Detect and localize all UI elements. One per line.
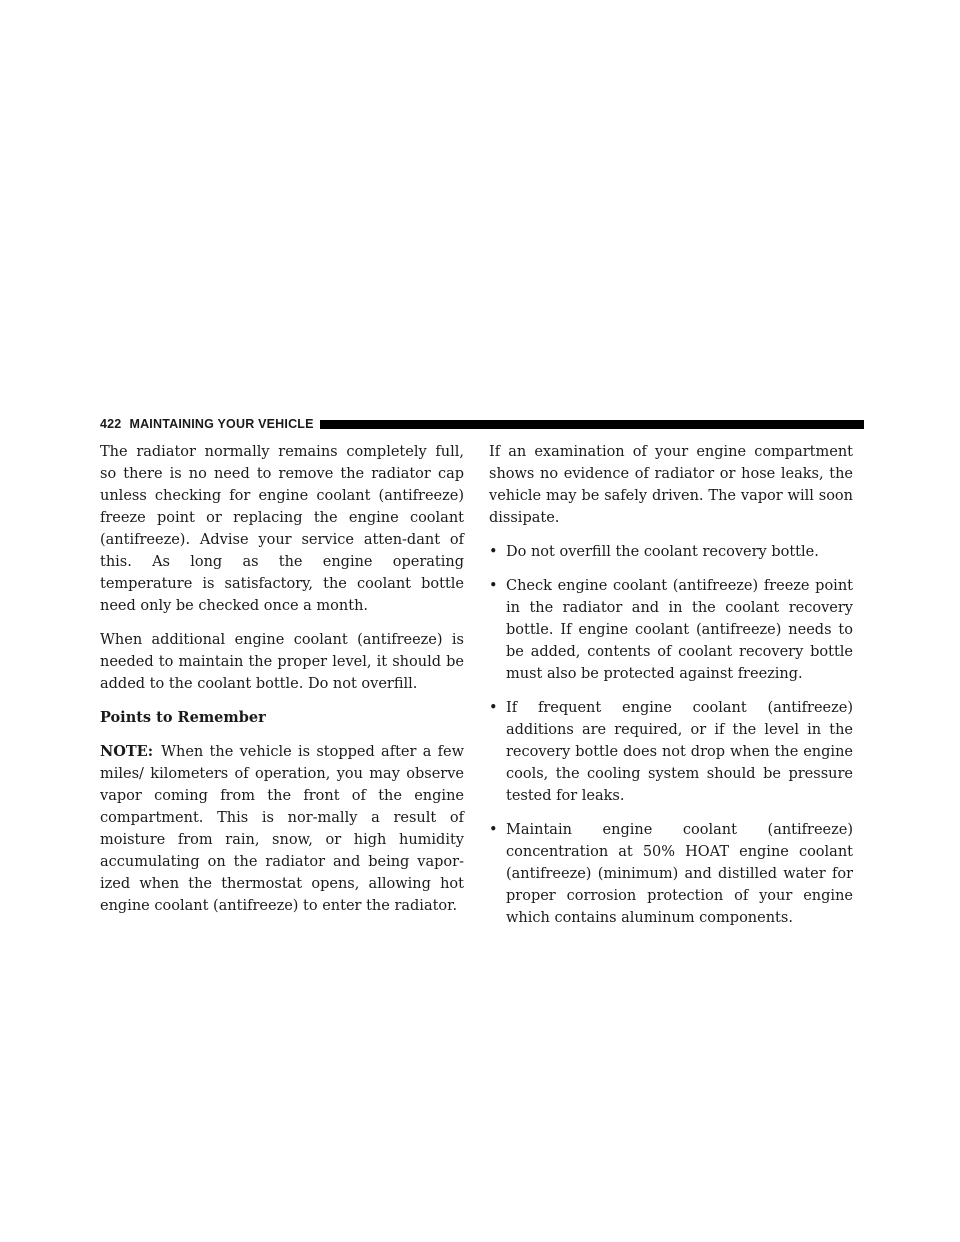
bullet-dot: • (489, 578, 498, 594)
radiator-paragraph: The radiator normally remains completely full, so there is no need to remove the radiator cap unless checking for engine coolant (antifreeze) freeze point or replacing the engine coolant (antifreeze). Advise your service atten-dant of this. As long as the engine operating temperature is satisfactory, the coolant bottle need only be checked once a month. (100, 444, 464, 614)
additional-coolant-paragraph: When additional engine coolant (antifreeze) is needed to maintain the proper level, it should be added to the coolant bottle. Do not overfill. (100, 632, 464, 692)
list-item (489, 541, 853, 563)
right-column (489, 441, 853, 941)
page-number: 422 (100, 417, 122, 431)
note-text: When the vehicle is stopped after a few miles/ kilometers of operation, you may observe vapor coming from the front of the engine compartment. This is nor-mally a result of moisture from rain, snow, or high humidity accumulating on the radiator and being vapor-ized when the thermostat opens, allowing hot engine coolant (antifreeze) to enter the radiator. (100, 744, 464, 914)
bullet-dot: • (489, 700, 498, 716)
list-item (489, 575, 853, 685)
list-item-text: Check engine coolant (antifreeze) freeze point in the radiator and in the coolant recovery bottle. If engine coolant (antifreeze) needs to be added, contents of coolant recovery bottle must also be protected against freezing. (506, 578, 853, 682)
page-header (100, 416, 864, 432)
header-rule (320, 420, 864, 429)
list-item-text: Do not overfill the coolant recovery bottle. (506, 544, 819, 560)
left-column (100, 441, 464, 929)
bullet-dot: • (489, 822, 498, 838)
points-to-remember-heading: Points to Remember (100, 709, 266, 726)
bullet-list (489, 541, 853, 929)
note-paragraph (100, 741, 464, 917)
section-title: MAINTAINING YOUR VEHICLE (129, 417, 314, 431)
list-item-text: Maintain engine coolant (antifreeze) concentration at 50% HOAT engine coolant (antifreeze) (minimum) and distilled water for proper corrosion protection of your engine which contains aluminum components. (506, 822, 853, 926)
list-item (489, 697, 853, 807)
list-item (489, 819, 853, 929)
list-item-text: If frequent engine coolant (antifreeze) additions are required, or if the level in the recovery bottle does not drop when the engine cools, the cooling system should be pressure tested for leaks. (506, 700, 853, 804)
bullet-dot: • (489, 544, 498, 560)
examination-paragraph: If an examination of your engine compartment shows no evidence of radiator or hose leaks, the vehicle may be safely driven. The vapor will soon dissipate. (489, 444, 853, 526)
note-label: NOTE: (100, 743, 154, 760)
